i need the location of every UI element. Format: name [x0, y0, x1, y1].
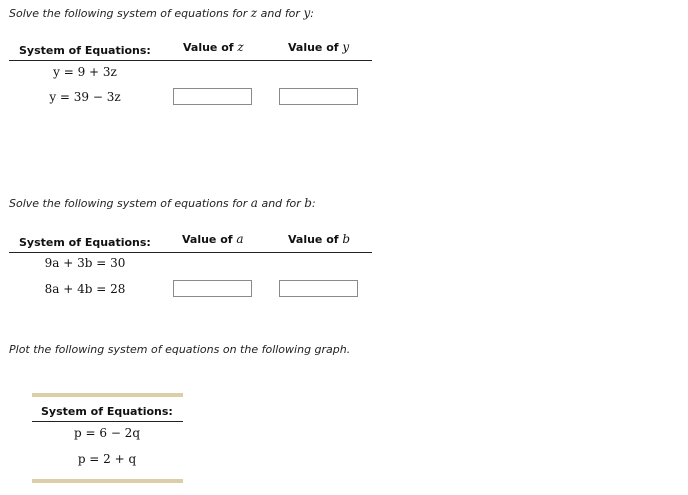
problem2-var2: b — [304, 196, 312, 210]
problem2-equation-1: 9a + 3b = 30 — [44, 256, 126, 270]
problem2-value1-header: Value of a — [182, 232, 244, 246]
problem2-system-header: System of Equations: — [19, 236, 151, 249]
problem1-equation-1: y = 9 + 3z — [53, 65, 117, 79]
problem2-header-rule — [9, 252, 372, 253]
problem2-value2-input[interactable] — [279, 280, 358, 297]
problem2-prompt: Solve the following system of equations for a and for b: — [9, 196, 316, 210]
problem1-system-header: System of Equations: — [19, 44, 151, 57]
problem1-value1-header: Value of z — [183, 40, 244, 54]
problem1-equation-2: y = 39 − 3z — [49, 90, 121, 104]
problem3-prompt: Plot the following system of equations on the following graph. — [9, 343, 351, 356]
problem1-value2-header: Value of y — [288, 40, 350, 54]
problem1-prompt: Solve the following system of equations for z and for y: — [9, 6, 314, 20]
problem1-var1: z — [250, 6, 258, 20]
problem1-var2: y — [303, 6, 311, 20]
problem2-var1: a — [250, 196, 258, 210]
problem3-header-rule — [32, 421, 183, 422]
problem1-value1-input[interactable] — [173, 88, 252, 105]
problem2-value1-input[interactable] — [173, 280, 252, 297]
problem1-header-rule — [9, 60, 372, 61]
problem1-value2-input[interactable] — [279, 88, 358, 105]
problem3-equation-1: p = 6 − 2q — [74, 426, 140, 440]
problem2-equation-2: 8a + 4b = 28 — [44, 282, 126, 296]
problem3-bottom-band — [32, 479, 183, 483]
problem3-system-header: System of Equations: — [41, 405, 173, 418]
problem3-top-band — [32, 393, 183, 397]
problem2-value2-header: Value of b — [288, 232, 351, 246]
problem3-equation-2: p = 2 + q — [77, 452, 137, 466]
